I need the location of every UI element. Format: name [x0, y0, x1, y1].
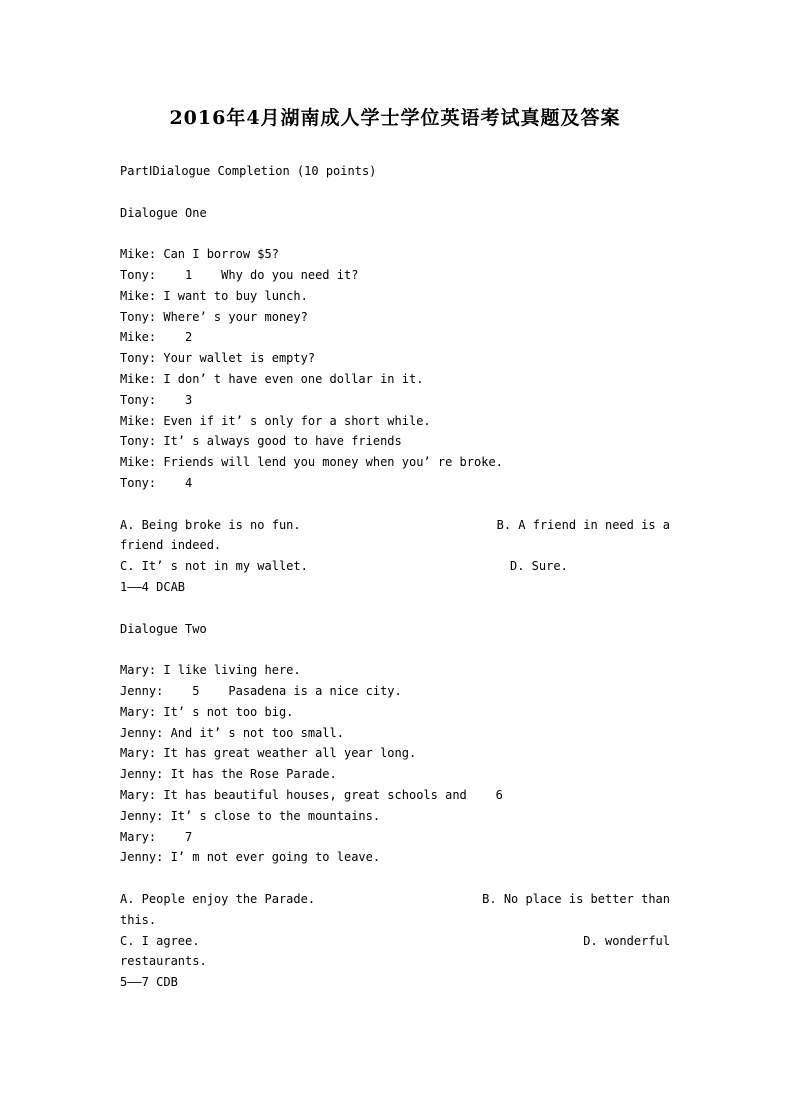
option-d-continued: restaurants. [120, 954, 207, 968]
dialogue-line: Mary: 7 [120, 830, 193, 844]
dialogue-line: Mike: Even if it’ s only for a short while. [120, 414, 431, 428]
dialogue-line: Tony: Your wallet is empty? [120, 351, 316, 365]
option-c: C. It’ s not in my wallet. [120, 559, 308, 573]
dialogue-line: Jenny: And it’ s not too small. [120, 726, 344, 740]
option-b-continued: this. [120, 913, 157, 927]
page-title: 2016年4月湖南成人学士学位英语考试真题及答案 [169, 107, 621, 129]
dialogue-line: Mike: 2 [120, 330, 193, 344]
answer-key: 1——4 DCAB [120, 580, 186, 594]
dialogue-line: Tony: Where’ s your money? [120, 310, 308, 324]
option-a: A. People enjoy the Parade. [120, 892, 316, 906]
dialogue-line: Tony: It’ s always good to have friends [120, 434, 402, 448]
dialogue-line: Mike: Friends will lend you money when you’ re broke. [120, 455, 503, 469]
option-c: C. I agree. [120, 934, 200, 948]
option-a: A. Being broke is no fun. [120, 518, 301, 532]
dialogue-line: Tony: 4 [120, 476, 193, 490]
dialogue-one-heading: Dialogue One [120, 206, 207, 220]
part-heading: PartⅠDialogue Completion (10 points) [120, 164, 377, 178]
option-d: D. wonderful [583, 934, 670, 948]
option-b: B. A friend in need is a [496, 518, 670, 532]
dialogue-two-heading: Dialogue Two [120, 622, 207, 636]
dialogue-line: Mike: I don’ t have even one dollar in it. [120, 372, 424, 386]
option-b-continued: friend indeed. [120, 538, 222, 552]
dialogue-line: Jenny: It’ s close to the mountains. [120, 809, 381, 823]
dialogue-line: Jenny: It has the Rose Parade. [120, 767, 337, 781]
dialogue-line: Tony: 1 Why do you need it? [120, 268, 359, 282]
dialogue-line: Mary: It’ s not too big. [120, 705, 294, 719]
option-b: B. No place is better than [482, 892, 670, 906]
dialogue-line: Jenny: 5 Pasadena is a nice city. [120, 684, 402, 698]
dialogue-line: Mary: I like living here. [120, 663, 301, 677]
dialogue-line: Mike: Can I borrow $5? [120, 247, 279, 261]
dialogue-line: Mary: It has beautiful houses, great schools and 6 [120, 788, 503, 802]
dialogue-line: Tony: 3 [120, 393, 193, 407]
answer-key: 5——7 CDB [120, 975, 178, 989]
dialogue-line: Mike: I want to buy lunch. [120, 289, 308, 303]
dialogue-line: Jenny: I’ m not ever going to leave. [120, 850, 381, 864]
option-d: D. Sure. [510, 559, 568, 573]
dialogue-line: Mary: It has great weather all year long. [120, 746, 417, 760]
